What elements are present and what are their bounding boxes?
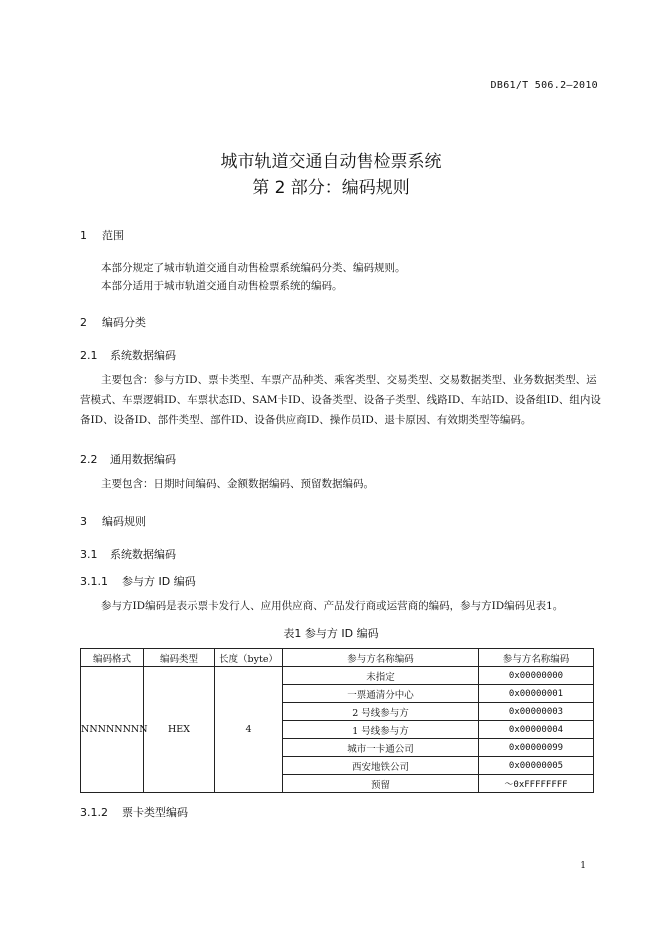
section-title: 系统数据编码 — [110, 548, 176, 561]
section-title: 范围 — [102, 229, 124, 242]
section-2-2-heading — [80, 451, 176, 467]
name-cell: 预留 — [283, 775, 479, 793]
section-title: 编码规则 — [102, 515, 146, 528]
document-subtitle: 第 2 部分：编码规则 — [252, 178, 410, 198]
section-2-2-paragraph: 主要包含：日期时间编码、金额数据编码、预留数据编码。 — [101, 478, 374, 490]
code-cell: 0x00000000 — [479, 667, 594, 685]
section-number: 2.1 — [80, 349, 98, 362]
code-cell: ～0xFFFFFFFF — [479, 775, 594, 793]
name-cell: 未指定 — [283, 667, 479, 685]
code-cell: 0x00000005 — [479, 757, 594, 775]
section-3-heading — [80, 513, 146, 529]
code-cell: 0x00000004 — [479, 721, 594, 739]
section-number: 3.1 — [80, 548, 98, 561]
header-cell: 参与方名称编码 — [479, 649, 594, 667]
document-title: 城市轨道交通自动售检票系统 — [220, 152, 442, 172]
section-1-paragraph-2: 本部分适用于城市轨道交通自动售检票系统的编码。 — [101, 280, 343, 292]
format-cell: NNNNNNNN — [81, 667, 144, 793]
name-cell: 城市一卡通公司 — [283, 739, 479, 757]
header-cell: 编码类型 — [144, 649, 215, 667]
header-cell: 长度（byte） — [215, 649, 283, 667]
header-cell: 参与方名称编码 — [283, 649, 479, 667]
table-header-row — [81, 649, 594, 667]
section-3-1-2-heading — [80, 804, 188, 820]
section-title: 系统数据编码 — [110, 349, 176, 362]
table-caption: 表1 参与方 ID 编码 — [283, 627, 379, 640]
name-cell: 2 号线参与方 — [283, 703, 479, 721]
table-row — [81, 667, 594, 685]
name-cell: 西安地铁公司 — [283, 757, 479, 775]
section-3-1-1-paragraph: 参与方ID编码是表示票卡发行人、应用供应商、产品发行商或运营商的编码，参与方ID编码见表1。 — [101, 600, 564, 612]
participant-id-table — [80, 648, 594, 793]
section-number: 3.1.2 — [80, 806, 108, 819]
code-cell: 0x00000099 — [479, 739, 594, 757]
section-1-heading — [80, 227, 124, 243]
standard-number: DB61/T 506.2—2010 — [490, 80, 598, 91]
page-number: 1 — [580, 861, 586, 871]
section-1-paragraph-1: 本部分规定了城市轨道交通自动售检票系统编码分类、编码规则。 — [101, 262, 406, 274]
section-number: 1 — [80, 229, 87, 242]
section-number: 3.1.1 — [80, 575, 108, 588]
name-cell: 1 号线参与方 — [283, 721, 479, 739]
section-3-1-1-heading — [80, 573, 196, 589]
section-2-heading — [80, 314, 146, 330]
section-title: 编码分类 — [102, 316, 146, 329]
name-cell: 一票通清分中心 — [283, 685, 479, 703]
type-cell: HEX — [144, 667, 215, 793]
section-title: 通用数据编码 — [110, 453, 176, 466]
header-cell: 编码格式 — [81, 649, 144, 667]
code-cell: 0x00000003 — [479, 703, 594, 721]
section-2-1-heading — [80, 347, 176, 363]
section-number: 3 — [80, 515, 87, 528]
section-title: 参与方 ID 编码 — [122, 575, 196, 588]
length-cell: 4 — [215, 667, 283, 793]
section-2-1-paragraph: 主要包含：参与方ID、票卡类型、车票产品种类、乘客类型、交易类型、交易数据类型、业务数据类型、运营模式、车票逻辑ID、车票状态ID、SAM卡ID、设备类型、设备子类型、线路ID、车站ID、设备组ID、组内设备ID、设备ID、部件类型、部件ID、设备供应商ID、操作员ID、退卡原因、有效期类型等编码。 — [80, 374, 601, 426]
section-number: 2 — [80, 316, 87, 329]
section-title: 票卡类型编码 — [122, 806, 188, 819]
code-cell: 0x00000001 — [479, 685, 594, 703]
section-3-1-heading — [80, 546, 176, 562]
section-number: 2.2 — [80, 453, 98, 466]
